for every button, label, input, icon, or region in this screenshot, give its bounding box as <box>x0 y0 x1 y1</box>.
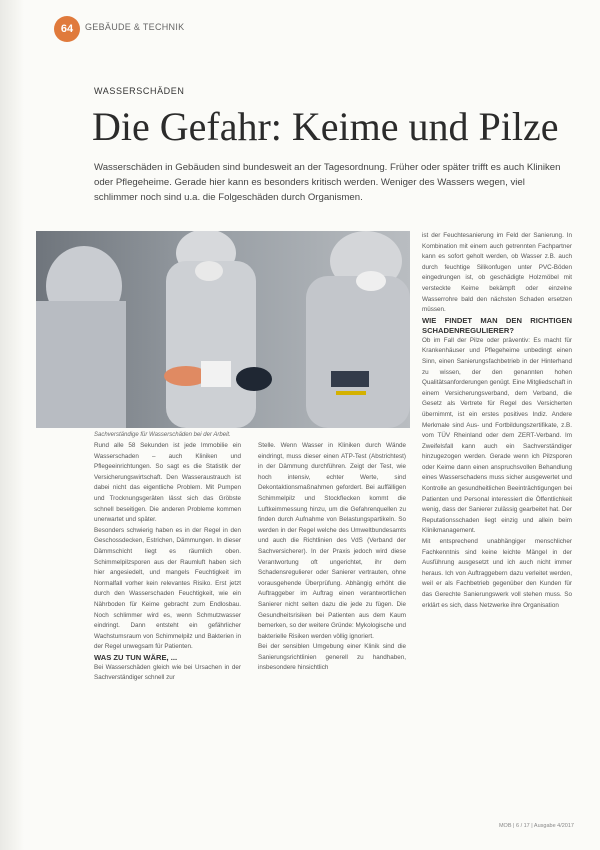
page-footer: MOB | 6 / 17 | Ausgabe 4/2017 <box>498 823 574 829</box>
photo-caption: Sachverständige für Wasserschäden bei der Arbeit. <box>94 432 231 438</box>
column-2-paragraph-2: Bei der sensiblen Umgebung einer Klinik sind die Sanierungsrichtlinien generell zu handhaben, insbesondere hinsichtlich <box>258 643 406 672</box>
text-column-2 <box>258 441 406 674</box>
column-1-paragraph-3: Bei Wasserschäden gleich wie bei Ursachen in der Sachverständiger schnell zur <box>94 663 241 682</box>
article-kicker: WASSERSCHÄDEN <box>94 86 185 96</box>
article-lead: Wasserschäden in Gebäuden sind bundesweit an der Tagesordnung. Früher oder später trifft es auch Kliniken oder Pflegeheime. Gerade hier kann es besonders kritisch werden. Weniger des Wassers wegen, viel schlimmer noch sind u.a. die Folgeschäden durch Organismen. <box>94 162 561 203</box>
column-1-paragraph-2: Besonders schwierig haben es in der Regel in den Geschossdecken, Estrichen, Dämmungen. In dieser Dämmschicht liegt es räumlich oben. Schimmelpilzsporen aus der Raumluft haben sich hier angesiedelt, und mangels Feuchtigkeit im Normalfall vorher kein relevantes Risiko. Erst jetzt durch den Wasserschaden Feuchtigkeit, wie ein Nährboden für Keime gebracht zum Endlosbau. Noch schlimmer wird es, wenn Schmutzwasser eindringt. Dann entsteht ein gefährlicher Wachstumsraum von Schimmelpilz und Bakterien in der Regel unwegsam für Patienten. <box>94 526 241 651</box>
section-label: GEBÄUDE & TECHNIK <box>85 22 185 32</box>
text-column-3 <box>422 231 572 611</box>
page-number-badge: 64 <box>54 16 80 42</box>
article-headline: Die Gefahr: Keime und Pilze <box>92 104 559 149</box>
column-3-paragraph-3: Mit entsprechend unabhängiger menschlicher Fachkenntnis sind keine leichte Mängel in der Ausführung ausgesetzt und ich auch nicht immer heraus. Ich von Auftraggebern dazu verleitet werden, weil er als Fachbetrieb gegenüber den Kunden für das Gerechte Sanierungswerk voll stehen muss. So erklärt es sich, dass Netzwerke ihre Organisation <box>422 538 572 609</box>
page-binding-shadow <box>0 0 24 850</box>
article-photo <box>36 231 410 428</box>
column-1-paragraph-1: Rund alle 58 Sekunden ist jede Immobilie ein Wasserschaden – auch Kliniken und Pflegeeinrichtungen. So sagt es die Statistik der Versicherungswirtschaft. Den Wasseraustrauch ist dabei nicht das eigentliche Problem. Mit Pumpen und Trocknungsgeräten lässt sich das Gröbste schnell beseitigen. Die anderen Probleme kommen unerwartet und später. <box>94 442 241 524</box>
column-3-paragraph-1: ist der Feuchtesanierung im Feld der Sanierung. In Kombination mit einem auch getrennten Fachpartner kann es sofort geholt werden, ob Wasser z.B. auch durch feuchtige Silikonfugen unter PVC-Böden eingedrungen ist, ob geschädigte Holzmöbel mit versteckte Keime bekämpft oder einzelne Wasserrohre bald den nächsten Schaden ersetzen müssen. <box>422 232 572 314</box>
column-1-subheading: WAS ZU TUN WÄRE, ... <box>94 652 178 662</box>
column-2-paragraph-1: Stelle. Wenn Wasser in Kliniken durch Wände eindringt, muss dieser einen ATP-Test (Abstrichtest) in der Dämmung durchführen. Zeigt der Test, wie hoch intensiv, echter Werte, sind Dekontaktionsmaßnahmen gefordert. Bei auffälligen Schimmelpilz und Stockflecken kommt die Luftkeimmessung hinzu, um die Gefahrenquellen zu finden durch Aufnahme von Belastungspartikeln. So werden in der Regel welche des Umweltbundesamts und auch die Richtlinien des VdS (Verband der Sachversicherer). In der Praxis jedoch wird diese Verantwortung oft ungerichtet, ihr dem Schadensregulierer oder Sanierer vertrauten, ohne vorausgehende Überprüfung. Abhängig erhöht die Auftraggeber im Auftrag einen verantwortlichen Sanierer nicht selten dazu die jede zu fügen. Die Gesundheitsrisiken bei Patienten aus dem Kaum bemerken, so der weitere Gründe: Mykologische und bakterielle Risiken werden völlig ignoriert. <box>258 442 406 640</box>
column-3-subheading: WIE FINDET MAN DEN RICHTIGEN SCHADENREGULIERER? <box>422 315 572 335</box>
text-column-1 <box>94 441 241 684</box>
column-3-paragraph-2: Ob im Fall der Pilze oder präventiv: Es macht für Krankenhäuser und Pflegeheime unbedingt einen Sinn, einen Sanierungsfachbetrieb in der Hinterhand zu wissen, der den genannten hohen Qualitätsanforderungen genügt. Eine Mitgliedschaft in einem Versicherungsverband, dem Verband, die Gesetz als Vertrete für Regel des Versicherten übernimmt, ist ein erstes positives Indiz. Andere Merkmale sind Aus- und Fortbildungszertifikate, z.B. vom TÜV Rheinland oder dem ZERT-Verband. Im Zweifelsfall kann auch ein Sachverständiger hinzugezogen werden. Gerade wenn ich Pilzsporen oder Keime dann einen anspruchsvollen Behandlung eines Wasserschadens muss sicher ausgewertet und Kontrolle an gesundheitlichen Beeinträchtigungen bei Patienten und Personal interessiert die Öffentlichkeit wenig, dass der Sanierer zulässig gearbeitet hat. Der Reputationsschaden liegt einzig und allein beim Klinikmanagement. <box>422 336 572 535</box>
